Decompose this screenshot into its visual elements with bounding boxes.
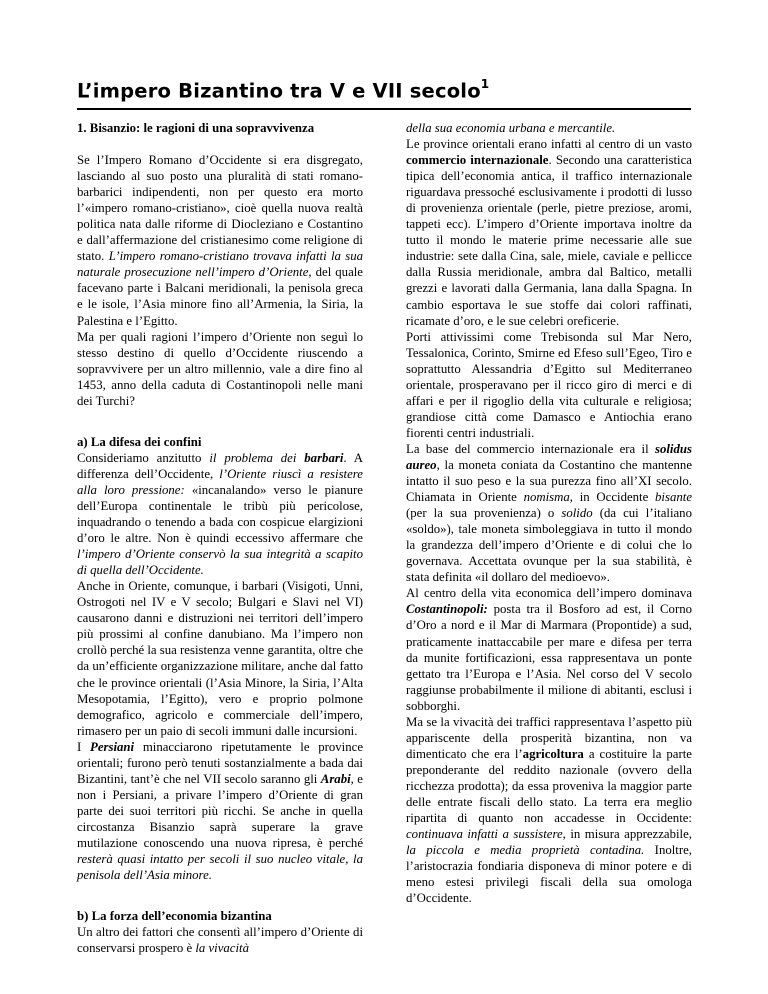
page-title (77, 79, 489, 103)
paragraph-ports: Porti attivissimi come Trebisonda sul Mar Nero, Tessalonica, Corinto, Smirne ed Efeso sull’Egeo, Tiro e soprattutto Alessandria d’Egitto sul Mediterraneo orientale, prosperavano per il ricco giro di merci e di affari e per il rigoglio della vita culturale e religiosa; grandiose città come Damasco e Antiochia erano fiorenti centri industriali. (406, 329, 692, 440)
section-b-heading: b) La forza dell’economia bizantina (77, 909, 272, 924)
paragraph-intro: Se l’Impero Romano d’Occidente si era disgregato, lasciando al suo posto una pluralità di stati romano-barbarici indipendenti, non per questo era morto l’«impero romano-cristiano», cioè quella nuova realtà politica nata dalle riforme di Diocleziano e Costantino e dall’affermazione del cristianesimo come religione di stato. L’impero romano-cristiano trovava infatti la sua naturale prosecuzione nell’impero d’Oriente, del quale facevano parte i Balcani meridionali, la penisola greca e le isole, l’Asia minore fino all’Armenia, la Siria, la Palestina e l’Egitto. (77, 153, 363, 328)
left-column (77, 120, 363, 956)
right-column (406, 120, 692, 906)
title-underline (77, 108, 691, 110)
paragraph-solidus: La base del commercio internazionale era il solidus aureo, la moneta coniata da Costantino che mantenne intatto il suo peso e la sua purezza fino all’XI secolo. Chiamata in Oriente nomisma, in Occidente bisante (per la sua provenienza) o solido (da cui l’italiano «soldo»), tale moneta simboleggiava in tutto il mondo la grandezza dell’impero d’Oriente e di colui che lo governava. Accettata ovunque per la sua stabilità, è stata definita «il dollaro del medioevo». (406, 441, 692, 585)
paragraph-agriculture: Ma se la vivacità dei traffici rappresentava l’aspetto più appariscente della prosperità bizantina, non va dimenticato che era l’agricoltura a costituire la parte preponderante del reddito nazionale (ovvero della ricchezza prodotta); da essa proveniva la maggior parte delle entrate fiscali dello stato. La terra era meglio ripartita di quanto non accadesse in Occidente: continuava infatti a sussistere, in misura apprezzabile, la piccola e media proprietà contadina. Inoltre, l’aristocrazia fondiaria disponeva di minor potere e di meno estesi privilegi fiscali della sua omologa d’Occidente. (406, 714, 692, 906)
paragraph-persians: I Persiani minacciarono ripetutamente le province orientali; furono però tenuti sostanzialmente a bada dai Bizantini, tant’è che nel VII secolo saranno gli Arabi, e non i Persiani, a privare l’impero d’Oriente di gran parte dei suoi territori più ricchi. Se anche in quella circostanza Bisanzio saprà superare la grave mutilazione conoscendo una nuova ripresa, è perché resterà quasi intatto per secoli il suo nucleo vitale, la penisola dell’Asia minore. (77, 739, 363, 883)
title-text: L’impero Bizantino tra V e VII secolo (77, 79, 481, 103)
section-a-heading: a) La difesa dei confini (77, 434, 202, 449)
paragraph-constantinople: Al centro della vita economica dell’impero dominava Costantinopoli: posta tra il Bosforo ad est, il Corno d’Oro a nord e il Mar di Marmara (Propontide) a sud, praticamente inattaccabile per mare e difesa per terra da munite fortificazioni, essa rappresentava un ponte gettato tra l’Europa e l’Asia. Nel corso del V secolo raggiunse probabilmente il milione di abitanti, esclusi i sobborghi. (406, 586, 692, 713)
footnote-marker[interactable]: 1 (480, 77, 490, 91)
paragraph-commerce: Le province orientali erano infatti al centro di un vasto commercio internazionale. Secondo una caratteristica tipica dell’economia antica, il traffico internazionale riguardava pressoché esclusivamente i prodotti di lusso di provenienza orientale (perle, pietre preziose, aromi, tappeti ecc). L’impero d’Oriente importava inoltre da tutto il mondo le materie prime necessarie alle sue industrie: sete dalla Cina, sale, miele, caviale e pellicce dalla Russia meridionale, ambra dal Baltico, metalli grezzi e lavorati dalla Germania, lana dalla Spagna. In cambio esportava le sue stoffe dai colori raffinati, ricamate d’oro, e le sue celebri oreficerie. (406, 137, 692, 328)
paragraph-economy-cont: della sua economia urbana e mercantile. (406, 121, 616, 135)
paragraph-danube: Anche in Oriente, comunque, i barbari (Visigoti, Unni, Ostrogoti nel IV e V secolo; Bulgari e Slavi nel VI) causarono danni e distruzioni nei territori dell’impero più prossimi al confine danubiano. Ma l’impero non crollò perché la sua resistenza venne garantita, oltre che da un’efficiente organizzazione militare, anche dal fatto che le province orientali (l’Asia Minore, la Siria, l’Alta Mesopotamia, l’Egitto), vero e proprio polmone demografico, agricolo e commerciale dell’impero, rimasero per un paio di secoli immuni dalle incursioni. (77, 579, 364, 738)
paragraph-barbarians: Consideriamo anzitutto il problema dei barbari. A differenza dell’Occidente, l’Oriente riuscì a resistere alla loro pressione: «incanalando» verso le pianure dell’Europa continentale le tribù più pericolose, inquadrando o tenendo a bada con cospicue elargizioni d’oro le altre. Non è quindi eccessivo affermare che l’impero d’Oriente conservò la sua integrità a scapito di quella dell’Occidente. (77, 450, 363, 578)
section-1-heading: 1. Bisanzio: le ragioni di una sopravvivenza (77, 121, 315, 135)
paragraph-question: Ma per quali ragioni l’impero d’Oriente non seguì lo stesso destino di quello d’Occidente riuscendo a sopravvivere per un altro millennio, vale a dire fino al 1453, anno della caduta di Costantinopoli nelle mani dei Turchi? (77, 329, 363, 408)
paragraph-economy-start: Un altro dei fattori che consentì all’impero d’Oriente di conservarsi prospero è la vivacità (77, 925, 363, 956)
